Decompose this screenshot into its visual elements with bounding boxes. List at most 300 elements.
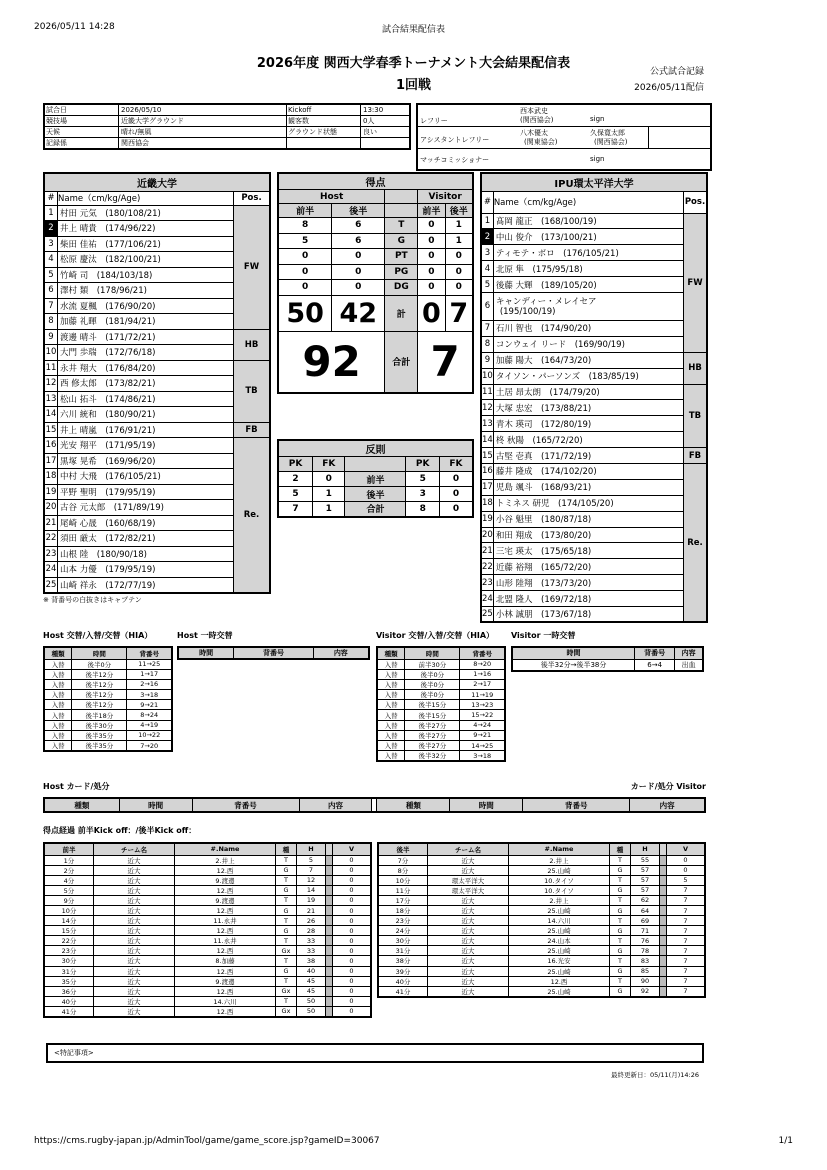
visitor-player-label: 山形 陸翔 (173/73/20) [495, 578, 592, 589]
host-player-label: 大門 歩瑞 (172/76/18) [60, 348, 156, 359]
second-prog-name: 25.山崎 [509, 865, 610, 875]
visitor-player-label: タイソン・パーソンズ (183/85/19) [495, 372, 639, 383]
second-prog-sep [660, 895, 667, 905]
visitor-sub-num: 11→19 [460, 690, 505, 700]
host-card-num: 背番号 [192, 798, 299, 812]
second-prog-v: 0 [667, 865, 706, 875]
first-prog-name: 11.永井 [175, 916, 276, 926]
host-pos-0: FW [234, 205, 271, 329]
visitor-player-label: 大塚 忠宏 (173/88/21) [495, 403, 592, 414]
visitor-player-no: 8 [481, 336, 493, 352]
visitor-sub-time: 後半27分 [405, 720, 460, 730]
info-key2: グラウンド状態 [287, 127, 361, 138]
print-title: 試合結果配信表 [381, 25, 445, 35]
visitor-sub-num: 3→18 [460, 751, 505, 762]
first-prog-h: 40 [297, 966, 326, 976]
first-prog-time: 14分 [44, 916, 94, 926]
first-prog-name: 11.永井 [175, 936, 276, 946]
first-prog-sep [326, 855, 333, 865]
visitor-player-label: コンウェイ リード (169/90/19) [495, 340, 625, 351]
score-h1: 0 [278, 264, 332, 280]
visitor-sub-kind: 入替 [377, 751, 405, 762]
second-prog-time: 30分 [378, 936, 428, 946]
second-prog-sep [660, 865, 667, 875]
second-prog-name: 2.井上 [509, 895, 610, 905]
visitor-player-name [493, 400, 683, 416]
host-sub-time: 後半12分 [72, 690, 127, 700]
first-prog-kind: G [276, 865, 297, 875]
host-sub-time: 後半18分 [72, 710, 127, 720]
host-temp-h-time: 時間 [178, 647, 234, 659]
second-prog-time: 38分 [378, 956, 428, 966]
first-prog-h-sep [326, 843, 333, 855]
visitor-player-no: 3 [481, 245, 493, 261]
score-row-label: PT [385, 249, 418, 265]
visitor-sub-time: 後半27分 [405, 730, 460, 740]
host-sub-num: 4→19 [127, 720, 172, 730]
visitor-sub-num: 4→24 [460, 720, 505, 730]
print-datetime: 2026/05/11 14:28 [34, 22, 115, 32]
second-prog-name: 25.山崎 [509, 966, 610, 976]
host-temp-h-num: 背番号 [234, 647, 313, 659]
fouls-h-fk: FK [313, 457, 345, 472]
visitor-player-label: 北盟 隆人 (169/72/18) [495, 594, 592, 605]
host-player-label: 柴田 佳祐 (177/106/21) [60, 239, 161, 250]
visitor-player-name [493, 384, 683, 400]
visitor-player-no: 24 [481, 591, 493, 607]
first-prog-team: 近大 [94, 996, 175, 1006]
second-prog-v: 7 [667, 926, 706, 936]
host-player-no: 17 [44, 453, 58, 469]
score-v2: 0 [445, 249, 473, 265]
second-prog-h: 71 [631, 926, 660, 936]
first-prog-h-type: 種 [276, 843, 297, 855]
visitor-sub-time: 後半0分 [405, 690, 460, 700]
score-row-label: T [385, 218, 418, 234]
visitor-sub-num: 9→21 [460, 730, 505, 740]
info-value: 晴れ/無風 [119, 127, 287, 138]
visitor-player-name [493, 575, 683, 591]
host-player-no: 22 [44, 531, 58, 547]
score-h2: 6 [332, 218, 385, 234]
second-prog-h: 92 [631, 986, 660, 997]
first-prog-name: 12.西 [175, 986, 276, 996]
first-prog-kind: Gx [276, 946, 297, 956]
host-player-no: 18 [44, 469, 58, 485]
second-prog-kind: G [610, 905, 631, 915]
host-player-label: 渡邊 晴斗 (171/72/21) [60, 332, 156, 343]
second-prog-kind: G [610, 885, 631, 895]
host-player-label: 山根 陸 (180/90/18) [60, 549, 147, 560]
visitor-player-label: 加藤 陽大 (164/73/20) [495, 356, 592, 367]
host-temp-label: Host 一時交替 [177, 631, 233, 640]
fouls-hpk: 5 [278, 487, 313, 502]
host-player-no: 8 [44, 314, 58, 330]
host-player-name [58, 438, 234, 454]
host-player-name [58, 298, 234, 314]
second-prog-h-team: チーム名 [428, 843, 509, 855]
second-prog-kind: G [610, 986, 631, 997]
score-v1: 0 [418, 280, 445, 296]
first-prog-h: 38 [297, 956, 326, 966]
first-prog-team: 近大 [94, 885, 175, 895]
first-prog-sep [326, 986, 333, 996]
second-prog-kind: G [610, 946, 631, 956]
visitor-player-no: 5 [481, 277, 493, 293]
first-prog-name: 14.六川 [175, 996, 276, 1006]
visitor-sub-kind: 入替 [377, 679, 405, 689]
first-prog-team: 近大 [94, 855, 175, 865]
first-prog-h: 33 [297, 936, 326, 946]
visitor-sub-num: 8→20 [460, 659, 505, 669]
visitor-temp-label: Visitor 一時交替 [511, 631, 576, 640]
officials-box [416, 103, 712, 171]
host-player-no: 25 [44, 577, 58, 593]
host-player-label: 尾崎 心晟 (160/68/19) [60, 518, 156, 529]
first-prog-kind: T [276, 956, 297, 966]
host-hdr-no: # [44, 191, 58, 205]
first-prog-h: 50 [297, 1006, 326, 1017]
host-player-no: 6 [44, 283, 58, 299]
score-v2: 1 [445, 218, 473, 234]
visitor-player-no: 4 [481, 261, 493, 277]
first-prog-name: 12.西 [175, 1006, 276, 1017]
visitor-player-name [493, 479, 683, 495]
visitor-player-no: 11 [481, 384, 493, 400]
first-prog-time: 1分 [44, 855, 94, 865]
score-row-label: DG [385, 280, 418, 296]
host-player-no: 20 [44, 500, 58, 516]
first-prog-h: 21 [297, 905, 326, 915]
visitor-player-no: 23 [481, 575, 493, 591]
visitor-pos-2: TB [684, 384, 708, 448]
first-prog-kind: Gx [276, 1006, 297, 1017]
host-sub-h-num: 背番号 [127, 647, 172, 659]
score-v-second: 後半 [445, 204, 473, 218]
second-prog-h: 76 [631, 936, 660, 946]
host-player-label: 竹崎 司 (184/103/18) [60, 270, 153, 281]
second-prog-h-name: #.Name [509, 843, 610, 855]
fouls-vfk: 0 [439, 502, 473, 517]
first-prog-h-name: #.Name [175, 843, 276, 855]
captain-note: ※ 背番号の白抜きはキャプテン [43, 596, 142, 604]
host-player-no: 3 [44, 236, 58, 252]
visitor-sub-kind: 入替 [377, 720, 405, 730]
visitor-player-no: 17 [481, 479, 493, 495]
host-player-label: 松山 拓斗 (174/86/21) [60, 394, 156, 405]
host-sub-kind: 入替 [44, 659, 72, 669]
visitor-player-label: 藤井 隆成 (174/102/20) [495, 467, 597, 478]
host-sub-h-time: 時間 [72, 647, 127, 659]
host-player-no: 23 [44, 546, 58, 562]
second-prog-sep [660, 966, 667, 976]
first-prog-time: 22分 [44, 936, 94, 946]
second-prog-sep [660, 855, 667, 865]
second-prog-name: 14.六川 [509, 916, 610, 926]
second-prog-team: 近大 [428, 926, 509, 936]
second-prog-kind: T [610, 875, 631, 885]
second-prog-time: 18分 [378, 905, 428, 915]
visitor-sub-h-num: 背番号 [460, 647, 505, 659]
first-prog-team: 近大 [94, 875, 175, 885]
host-sub-num: 1→17 [127, 669, 172, 679]
first-prog-name: 12.西 [175, 865, 276, 875]
visitor-sub-num: 1→16 [460, 669, 505, 679]
host-player-label: 西 修太郎 (173/82/21) [60, 379, 156, 390]
second-prog-name: 25.山崎 [509, 905, 610, 915]
host-player-name [58, 453, 234, 469]
first-prog-h-team: チーム名 [94, 843, 175, 855]
visitor-player-name [493, 229, 683, 245]
visitor-player-label: 小谷 魁里 (180/87/18) [495, 515, 592, 526]
visitor-temp-time: 後半32分→後半38分 [512, 659, 635, 671]
visitor-player-no: 21 [481, 543, 493, 559]
second-prog-v: 5 [667, 875, 706, 885]
host-player-no: 24 [44, 562, 58, 578]
first-prog-kind: T [276, 875, 297, 885]
host-player-name [58, 577, 234, 593]
host-player-label: 井上 晴貴 (174/96/22) [60, 224, 156, 235]
host-sub-kind: 入替 [44, 679, 72, 689]
visitor-player-no: 14 [481, 432, 493, 448]
visitor-card-num: 背番号 [523, 798, 630, 812]
host-player-name [58, 205, 234, 221]
first-prog-v: 0 [333, 986, 372, 996]
score-v1: 0 [418, 233, 445, 249]
first-prog-h: 45 [297, 976, 326, 986]
info-key: 記録係 [44, 138, 119, 150]
score-v1: 0 [418, 264, 445, 280]
first-prog-kind: G [276, 926, 297, 936]
first-prog-sep [326, 976, 333, 986]
cards-table [43, 797, 706, 813]
host-player-label: 山本 力優 (179/95/19) [60, 565, 156, 576]
visitor-card-time: 時間 [450, 798, 523, 812]
fouls-vpk: 3 [406, 487, 439, 502]
first-prog-time: 10分 [44, 905, 94, 915]
second-prog-v: 7 [667, 885, 706, 895]
score-host-grand: 92 [278, 331, 385, 393]
score-box [277, 172, 474, 394]
visitor-sub-h-time: 時間 [405, 647, 460, 659]
fouls-vpk: 5 [406, 472, 439, 487]
host-player-no: 7 [44, 298, 58, 314]
second-prog-h: 57 [631, 865, 660, 875]
score-v-first: 前半 [418, 204, 445, 218]
first-prog-kind: G [276, 905, 297, 915]
second-prog-h-sep [660, 843, 667, 855]
visitor-player-name [493, 606, 683, 622]
score-v1: 0 [418, 218, 445, 234]
visitor-lineup [480, 172, 708, 623]
host-player-no: 11 [44, 360, 58, 376]
host-lineup [43, 172, 271, 594]
second-prog-time: 39分 [378, 966, 428, 976]
first-prog-team: 近大 [94, 946, 175, 956]
score-h-first: 前半 [278, 204, 332, 218]
ar1-assoc: (関東協会) [524, 138, 558, 146]
host-player-label: 六川 統和 (180/90/21) [60, 410, 156, 421]
visitor-player-label: 髙岡 龍正 (168/100/19) [495, 216, 597, 227]
info-key: 天候 [44, 127, 119, 138]
visitor-player-no: 1 [481, 213, 493, 229]
visitor-sub-time: 後半15分 [405, 710, 460, 720]
ar2-assoc: (関西協会) [594, 138, 628, 146]
first-prog-name: 8.加藤 [175, 956, 276, 966]
score-h1: 8 [278, 218, 332, 234]
visitor-hdr-pos: Pos. [684, 191, 708, 213]
host-player-name [58, 546, 234, 562]
host-sub-time: 後半30分 [72, 720, 127, 730]
info-value2: 0人 [361, 116, 411, 127]
second-prog-v: 7 [667, 986, 706, 997]
visitor-sub-time: 後半15分 [405, 700, 460, 710]
first-prog-v: 0 [333, 895, 372, 905]
first-prog-name: 12.西 [175, 966, 276, 976]
score-h1: 0 [278, 280, 332, 296]
second-prog-sep [660, 916, 667, 926]
visitor-player-name [493, 559, 683, 575]
visitor-sub-time: 前半30分 [405, 659, 460, 669]
host-player-no: 5 [44, 267, 58, 283]
first-prog-sep [326, 966, 333, 976]
visitor-sub-num: 13→23 [460, 700, 505, 710]
visitor-player-name [493, 495, 683, 511]
first-prog-v: 0 [333, 926, 372, 936]
score-host-label: Host [278, 190, 385, 204]
second-prog-h: 64 [631, 905, 660, 915]
second-prog-sep [660, 875, 667, 885]
second-prog-kind: G [610, 926, 631, 936]
host-card-content: 内容 [299, 798, 372, 812]
second-prog-v: 7 [667, 976, 706, 986]
first-prog-kind: T [276, 936, 297, 946]
second-prog-h: 62 [631, 895, 660, 905]
first-prog-v: 0 [333, 936, 372, 946]
visitor-sub-h-kind: 種類 [377, 647, 405, 659]
fouls-v-pk: PK [406, 457, 439, 472]
score-h1: 0 [278, 249, 332, 265]
second-prog-kind: G [610, 865, 631, 875]
visitor-player-no: 15 [481, 448, 493, 464]
host-cards-label: Host カード/処分 [43, 782, 110, 791]
info-value: 2026/05/10 [119, 104, 287, 116]
host-card-time: 時間 [119, 798, 192, 812]
info-value: 近畿大学グラウンド [119, 116, 287, 127]
host-player-label: 山崎 祥永 (172/77/19) [60, 580, 156, 591]
host-sub-time: 後半12分 [72, 700, 127, 710]
host-player-no: 4 [44, 252, 58, 268]
visitor-pos-0: FW [684, 213, 708, 352]
visitor-player-no: 20 [481, 527, 493, 543]
first-prog-h: 33 [297, 946, 326, 956]
second-prog-time: 40分 [378, 976, 428, 986]
visitor-player-no: 12 [481, 400, 493, 416]
second-prog-name: 2.井上 [509, 855, 610, 865]
second-prog-team: 近大 [428, 966, 509, 976]
first-prog-kind: T [276, 976, 297, 986]
visitor-sub-kind: 入替 [377, 741, 405, 751]
first-prog-time: 40分 [44, 996, 94, 1006]
second-prog-sep [660, 976, 667, 986]
host-sub-kind: 入替 [44, 710, 72, 720]
ar-label: アシスタントレフリー [420, 136, 490, 144]
fouls-h-pk: PK [278, 457, 313, 472]
host-subs-label: Host 交替/入替/交替（HIA） [43, 631, 153, 640]
visitor-temp-h-content: 内容 [675, 647, 703, 659]
visitor-sub-kind: 入替 [377, 659, 405, 669]
first-prog-h: 26 [297, 916, 326, 926]
host-sub-num: 11→25 [127, 659, 172, 669]
first-prog-time: 2分 [44, 865, 94, 875]
host-pos-1: HB [234, 329, 271, 360]
visitor-player-label: 近藤 裕翔 (165/72/20) [495, 562, 592, 573]
visitor-player-name [493, 463, 683, 479]
score-h2: 0 [332, 249, 385, 265]
second-prog-h-v: V [667, 843, 706, 855]
host-sub-kind: 入替 [44, 720, 72, 730]
first-prog-kind: G [276, 885, 297, 895]
score-visitor-grand: 7 [418, 331, 473, 393]
visitor-player-name [493, 591, 683, 607]
score-h2-total: 42 [332, 295, 385, 331]
host-sub-num: 3→18 [127, 690, 172, 700]
second-prog-h: 57 [631, 885, 660, 895]
second-prog-v: 7 [667, 905, 706, 915]
visitor-player-name [493, 511, 683, 527]
host-player-no: 16 [44, 438, 58, 454]
second-prog-sep [660, 946, 667, 956]
score-h2: 0 [332, 280, 385, 296]
visitor-team-name: IPU環太平洋大学 [481, 173, 707, 191]
visitor-player-no: 18 [481, 495, 493, 511]
fouls-hfk: 1 [313, 502, 345, 517]
host-player-no: 15 [44, 422, 58, 438]
visitor-pos-1: HB [684, 352, 708, 384]
first-prog-sep [326, 996, 333, 1006]
second-prog-team: 近大 [428, 946, 509, 956]
mc-sign: sign [590, 155, 605, 163]
second-prog-h: 85 [631, 966, 660, 976]
first-prog-sep [326, 905, 333, 915]
host-sub-time: 後半35分 [72, 741, 127, 752]
score-total-label: 計 [385, 295, 418, 331]
second-prog-team: 環太平洋大 [428, 885, 509, 895]
fouls-row-label: 合計 [345, 502, 406, 517]
score-v2-total: 7 [445, 295, 473, 331]
first-prog-team: 近大 [94, 916, 175, 926]
first-prog-name: 2.井上 [175, 855, 276, 865]
visitor-temp-content: 出血 [675, 659, 703, 671]
first-prog-v: 0 [333, 885, 372, 895]
first-prog-h-half: 前半 [44, 843, 94, 855]
info-value2: 良い [361, 127, 411, 138]
progress-label: 得点経過 前半Kick off：/後半Kick off： [43, 826, 197, 835]
first-prog-team: 近大 [94, 966, 175, 976]
host-sub-kind: 入替 [44, 700, 72, 710]
host-pos-4: Re. [234, 438, 271, 593]
fouls-box [277, 439, 474, 518]
referee-sign: sign [590, 115, 605, 123]
visitor-player-name [493, 292, 683, 320]
host-sub-kind: 入替 [44, 730, 72, 740]
visitor-sub-time: 後半0分 [405, 679, 460, 689]
first-prog-time: 41分 [44, 1006, 94, 1017]
score-h1-total: 50 [278, 295, 332, 331]
first-prog-h: 45 [297, 986, 326, 996]
second-prog-time: 8分 [378, 865, 428, 875]
host-player-name [58, 484, 234, 500]
